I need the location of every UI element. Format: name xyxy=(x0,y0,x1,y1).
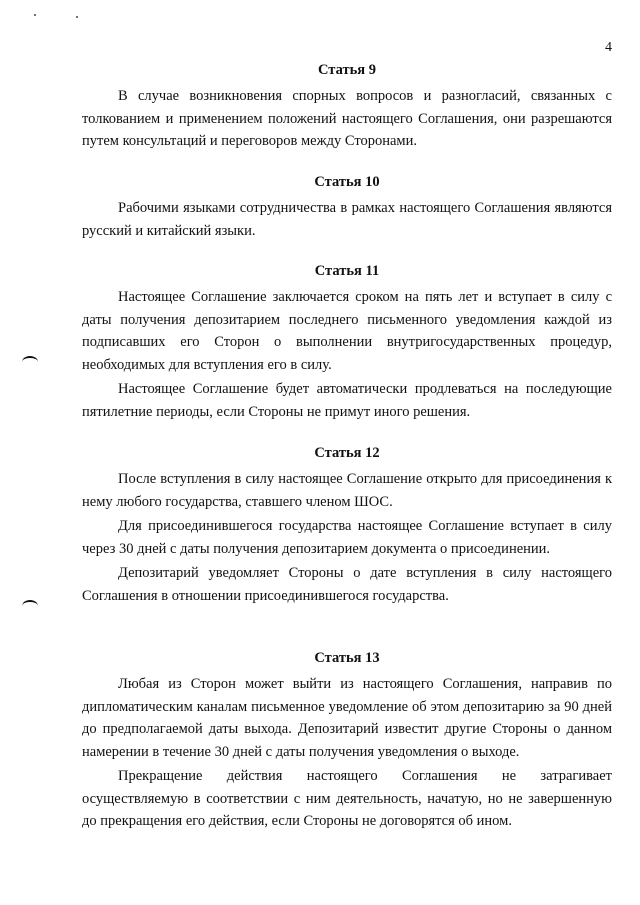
article-9 xyxy=(82,62,612,153)
article-11 xyxy=(82,263,612,423)
article-paragraph: Настоящее Соглашение заключается сроком на пять лет и вступает в силу с даты получения депозитарием последнего письменного уведомления каждой из подписавших его Сторон о выполнении внутригосударственных процедур, необходимых для вступления его в силу. xyxy=(82,289,612,373)
article-paragraph: Для присоединившегося государства настоящее Соглашение вступает в силу через 30 дней с даты получения депозитарием документа о присоединении. xyxy=(82,518,612,557)
article-paragraph: Любая из Сторон может выйти из настоящего Соглашения, направив по дипломатическим каналам письменное уведомление об этом депозитарию за 90 дней до предполагаемой даты выхода. Депозитарий известит другие Стороны о данном намерении в течение 30 дней с даты получения уведомления о выходе. xyxy=(82,676,612,760)
article-title: Статья 13 xyxy=(314,650,380,666)
article-paragraph: В случае возникновения спорных вопросов и разногласий, связанных с толкованием и применением положений настоящего Соглашения, они разрешаются путем консультаций и переговоров между Сторонами. xyxy=(82,88,612,149)
binding-hole-mark xyxy=(22,600,38,612)
article-title: Статья 11 xyxy=(314,263,380,279)
scan-speck xyxy=(76,16,78,18)
page-number: 4 xyxy=(605,40,612,55)
article-title: Статья 10 xyxy=(314,174,380,190)
article-paragraph: Прекращение действия настоящего Соглашения не затрагивает осуществляемую в соответствии с ним деятельность, начатую, но не завершенную до прекращения его действия, если Стороны не договорятся об ином. xyxy=(82,768,612,829)
scan-speck xyxy=(34,14,36,16)
article-paragraph: Рабочими языками сотрудничества в рамках настоящего Соглашения являются русский и китайский языки. xyxy=(82,200,612,239)
binding-hole-mark xyxy=(22,356,38,368)
article-title: Статья 12 xyxy=(314,445,380,461)
article-12 xyxy=(82,445,612,607)
article-10 xyxy=(82,174,612,242)
article-paragraph: После вступления в силу настоящее Соглашение открыто для присоединения к нему любого государства, ставшего членом ШОС. xyxy=(82,471,612,510)
article-paragraph: Настоящее Соглашение будет автоматически продлеваться на последующие пятилетние периоды, если Стороны не примут иного решения. xyxy=(82,381,612,420)
article-paragraph: Депозитарий уведомляет Стороны о дате вступления в силу настоящего Соглашения в отношении присоединившегося государства. xyxy=(82,565,612,604)
article-13 xyxy=(82,650,612,833)
article-title: Статья 9 xyxy=(318,62,376,78)
